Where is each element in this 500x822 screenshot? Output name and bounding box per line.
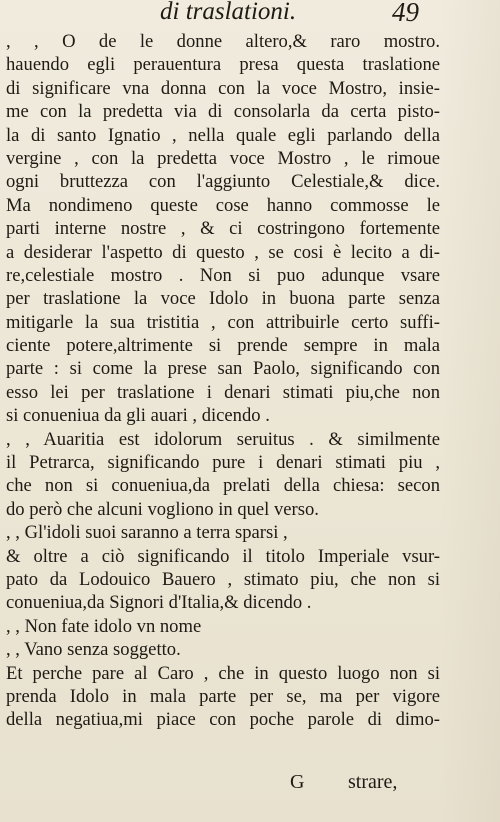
text-line: parti interne nostre , & ci costringono fortemente bbox=[6, 218, 440, 240]
body-text bbox=[6, 30, 440, 732]
text-line: vergine , con la predetta voce Mostro , le rimoue bbox=[6, 147, 440, 169]
text-line: do però che alcuni vogliono in quel verso. bbox=[6, 498, 319, 520]
running-title: di traslationi. bbox=[160, 0, 297, 25]
text-line: che non si conueniua,da prelati della chiesa: secon bbox=[6, 475, 440, 497]
text-line: me con la predetta via di consolarla da certa pisto- bbox=[6, 101, 440, 123]
page-footer bbox=[0, 770, 500, 800]
text-line: re,celestiale mostro . Non si puo adunque vsare bbox=[6, 264, 440, 286]
text-line: , , Gl'idoli suoi saranno a terra sparsi , bbox=[6, 522, 288, 544]
page-number: 49 bbox=[392, 0, 419, 27]
text-line: , , Auaritia est idolorum seruitus . & similmente bbox=[6, 428, 440, 450]
text-line: esso lei per traslatione i denari stimati piu,che non bbox=[6, 381, 440, 403]
text-line: della negatiua,mi piace con poche parole di dimo- bbox=[6, 709, 440, 731]
text-line: Ma nondimeno queste cose hanno commosse le bbox=[6, 194, 440, 216]
text-line: la di santo Ignatio , nella quale egli parlando della bbox=[6, 124, 440, 146]
text-line: ogni bruttezza con l'aggiunto Celestiale,& dice. bbox=[6, 171, 440, 193]
text-line: di significare vna donna con la voce Mostro, insie- bbox=[6, 77, 440, 99]
text-line: conueniua,da Signori d'Italia,& dicendo . bbox=[6, 592, 312, 614]
catchword: strare, bbox=[348, 771, 398, 793]
text-line: prenda Idolo in mala parte per se, ma per vigore bbox=[6, 685, 440, 707]
page-header bbox=[0, 0, 500, 34]
text-line: a desiderar l'aspetto di questo , se cosi è lecito a di- bbox=[6, 241, 440, 263]
page-shadow bbox=[440, 0, 500, 822]
text-line: , , Vano senza soggetto. bbox=[6, 639, 181, 661]
text-line: hauendo egli perauentura presa questa traslatione bbox=[6, 54, 440, 76]
text-line: si conueniua da gli auari , dicendo . bbox=[6, 405, 270, 427]
text-line: per traslatione la voce Idolo in buona parte senza bbox=[6, 288, 440, 310]
text-line: & oltre a ciò significando il titolo Imperiale vsur- bbox=[6, 545, 440, 567]
text-line: , , Non fate idolo vn nome bbox=[6, 615, 202, 637]
signature-mark: G bbox=[290, 771, 305, 793]
text-line: ciente potere,altrimente si prende sempre in mala bbox=[6, 335, 440, 357]
text-line: pato da Lodouico Bauero , stimato piu, che non si bbox=[6, 568, 440, 590]
text-line: , , O de le donne altero,& raro mostro. bbox=[6, 31, 440, 52]
text-line: parte : si come la prese san Paolo, significando con bbox=[6, 358, 440, 380]
text-line: il Petrarca, significando pure i denari stimati piu , bbox=[6, 452, 440, 474]
text-line: Et perche pare al Caro , che in questo luogo non si bbox=[6, 662, 440, 684]
text-line: mitigarle la sua tristitia , con attribuirle certo suffi- bbox=[6, 311, 440, 333]
